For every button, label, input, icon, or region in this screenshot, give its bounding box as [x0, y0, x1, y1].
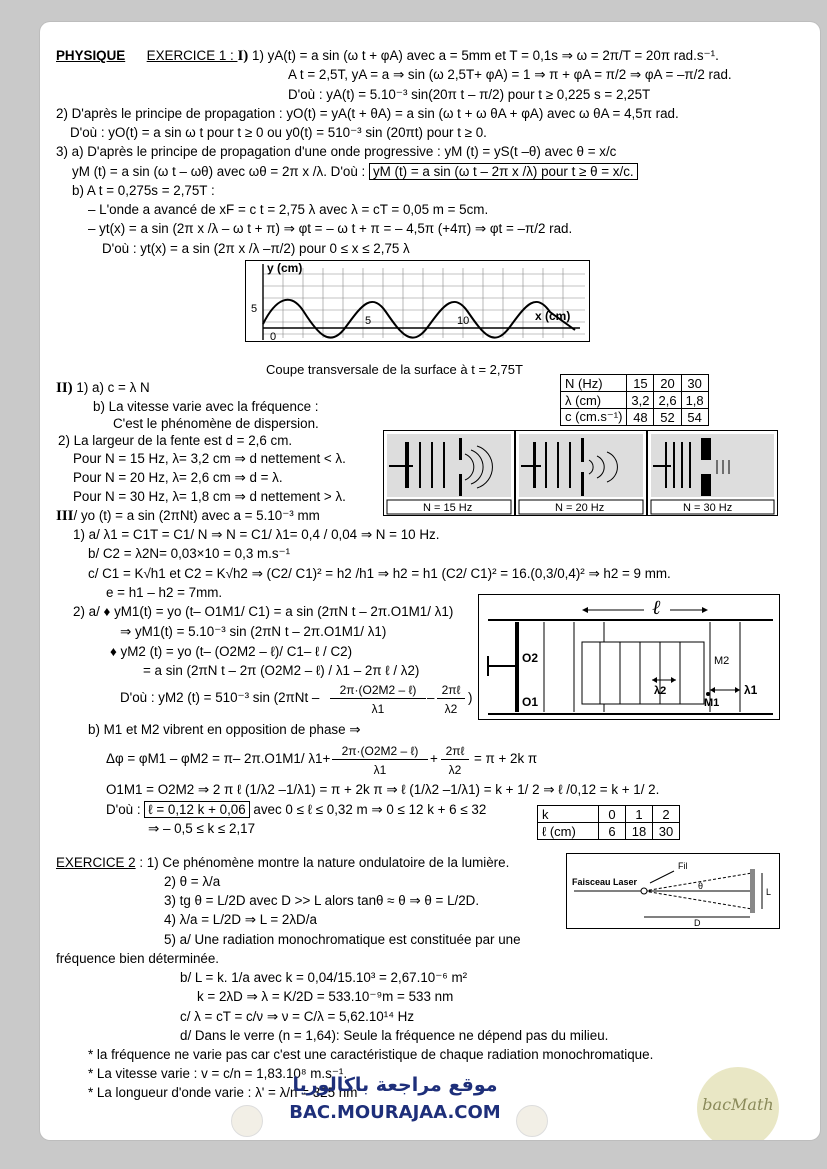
frac4-bar [441, 759, 469, 760]
line-11: D'où : yt(x) = a sin (2π x /λ –π/2) pour 0 ≤ x ≤ 2,75 λ [102, 241, 410, 256]
line-iii-2b: b) M1 et M2 vibrent en opposition de phase ⇒ [88, 722, 361, 737]
line-iii-k: ⇒ – 0,5 ≤ k ≤ 2,17 [148, 821, 256, 836]
line-iii-1b: b/ C2 = λ2N= 0,03×10 = 0,3 m.s⁻¹ [88, 546, 291, 561]
ex2-line-5b: b/ L = k. 1/a avec k = 0,04/15.10³ = 2,67.10⁻⁶ m² [180, 970, 468, 985]
frac-plus: + [430, 751, 438, 766]
table-cell: N (Hz) [561, 375, 627, 392]
table-cell: c (cm.s⁻¹) [561, 409, 627, 426]
frac1-den: λ1 [371, 702, 385, 716]
table-cell: 30 [653, 823, 680, 840]
boxed-result-ym: yM (t) = a sin (ω t – 2π x /λ) pour t ≥ θ = x/c. [369, 163, 638, 180]
ex2-line-5b-2: k = 2λD ⇒ λ = K/2D = 533.10⁻⁹m = 533 nm [197, 989, 454, 1004]
boxed-result-l: ℓ = 0,12 k + 0,06 [144, 801, 249, 818]
line-7-text: yM (t) = a sin (ω t – ωθ) avec ωθ = 2π x /λ. D'où : [72, 164, 369, 179]
part-ii-line [56, 380, 150, 396]
table-cell: 2 [653, 806, 680, 823]
line-iii-yo: / yo (t) = a sin (2πNt) avec a = 5.10⁻³ mm [73, 508, 320, 523]
tank-label-o2: O2 [522, 651, 539, 665]
laser-label-d: D [694, 918, 701, 928]
line-5: D'où : yO(t) = a sin ω t pour t ≥ 0 ou y0(t) = 510⁻³ sin (20πt) pour t ≥ 0. [70, 125, 487, 140]
table-cell: 20 [654, 375, 681, 392]
table-cell: 48 [627, 409, 654, 426]
x-tick-5: 5 [365, 315, 372, 327]
line-8: b) A t = 0,275s = 2,75T : [72, 183, 215, 198]
ex2-line-5a: 5) a/ Une radiation monochromatique est constituée par une [164, 932, 521, 947]
y-tick-5: 5 [251, 303, 258, 315]
ripple-label-15: N = 15 Hz [423, 502, 473, 514]
exercise-2-line [56, 855, 509, 871]
site-badge-left-icon [231, 1105, 263, 1137]
ex2-bullet-3: * La longueur d'onde varie : λ' = λ/n = 325 nm [88, 1085, 358, 1100]
frac4-num: 2πℓ [445, 744, 465, 758]
frac1-num: 2π·(O2M2 – ℓ) [339, 683, 417, 697]
line-iii-ym2-b: = a sin (2πN t – 2π (O2M2 – ℓ) / λ1 – 2π ℓ / λ2) [143, 663, 420, 678]
diffraction-images [383, 430, 778, 516]
table-cell: 6 [599, 823, 626, 840]
tank-label-m2: M2 [714, 655, 730, 667]
ex2-line-1: : 1) Ce phénomène montre la nature ondulatoire de la lumière. [135, 855, 510, 870]
table-cell: 2,6 [654, 392, 681, 409]
exercise-1-label: EXERCICE 1 : [146, 48, 238, 63]
ex2-line-5d: d/ Dans le verre (n = 1,64): Seule la fréquence ne dépend pas du milieu. [180, 1028, 609, 1043]
part-i-label: I) [237, 48, 249, 64]
table-cell: λ (cm) [561, 392, 627, 409]
ex2-line-5a-cont: fréquence bien déterminée. [56, 951, 220, 966]
table-row [538, 823, 680, 840]
part-iii-label: III [56, 508, 74, 524]
line-iii-o1m1: O1M1 = O2M2 ⇒ 2 π ℓ (1/λ2 –1/λ1) = π + 2k π ⇒ ℓ (1/λ2 –1/λ1) = k + 1/ 2 ⇒ ℓ /0,12 = k + 1/ 2. [106, 782, 660, 797]
table-cell: k [538, 806, 599, 823]
table-cell: 54 [681, 409, 708, 426]
ripple-label-30: N = 30 Hz [683, 502, 733, 514]
ripple-30hz [648, 431, 778, 516]
watermark-url: BAC.MOURAJAA.COM [289, 1102, 501, 1123]
part-iii-line [56, 508, 320, 524]
line-ii-2: 2) La largeur de la fente est d = 2,6 cm. [58, 433, 293, 448]
x-axis-label: x (cm) [535, 309, 571, 323]
line-ii-15hz: Pour N = 15 Hz, λ= 3,2 cm ⇒ d nettement < λ. [73, 451, 346, 466]
table-cell: 30 [681, 375, 708, 392]
part-ii-label: II) [56, 380, 73, 396]
line-ii-20hz: Pour N = 20 Hz, λ= 2,6 cm ⇒ d = λ. [73, 470, 283, 485]
bacmath-logo-text: bacMath [702, 1095, 774, 1114]
laser-diagram [566, 853, 780, 929]
table-cell: 3,2 [627, 392, 654, 409]
paren-close: ) [468, 690, 473, 705]
watermark-arabic: موقع مراجعة باكالوريا [292, 1074, 498, 1096]
line-iii-dphi: Δφ = φM1 – φM2 = π– 2π.O1M1/ λ1+ [106, 751, 331, 766]
line-ii-1b: b) La vitesse varie avec la fréquence : [93, 399, 319, 414]
table-cell: 15 [627, 375, 654, 392]
document-page [40, 22, 820, 1140]
ex2-line-5c: c/ λ = cT = c/ν ⇒ ν = C/λ = 5,62.10¹⁴ Hz [180, 1009, 415, 1024]
frac1-bar [330, 698, 426, 699]
dou-label: D'où : [106, 802, 145, 817]
wave-graph [245, 260, 590, 342]
ex2-bullet-2: * La vitesse varie : v = c/n = 1,83.10⁸ m.s⁻¹. [88, 1066, 348, 1081]
frequency-table [560, 374, 709, 426]
dou-rest: avec 0 ≤ ℓ ≤ 0,32 m ⇒ 0 ≤ 12 k + 6 ≤ 32 [249, 802, 487, 817]
ripple-label-20: N = 20 Hz [555, 502, 605, 514]
line-iii-ym2: ♦ yM2 (t) = yo (t– (O2M2 – ℓ)/ C1– ℓ / C2) [110, 644, 353, 659]
table-cell: 18 [626, 823, 653, 840]
laser-label-l: L [766, 887, 772, 897]
table-row [561, 375, 709, 392]
line-2: A t = 2,5T, yA = a ⇒ sin (ω 2,5T+ φA) = 1 ⇒ π + φA = π/2 ⇒ φA = –π/2 rad. [288, 67, 732, 82]
line-iii-1c: c/ C1 = K√h1 et C2 = K√h2 ⇒ (C2/ C1)² = h2 /h1 ⇒ h2 = h1 (C2/ C1)² = 16.(0,3/0,4)² ⇒ h2 = 9 mm. [88, 566, 671, 581]
table-row [561, 409, 709, 426]
table-cell: ℓ (cm) [538, 823, 599, 840]
table-cell: 52 [654, 409, 681, 426]
tank-label-lambda2: λ2 [654, 685, 667, 697]
ripple-15hz [384, 431, 515, 516]
frac2-num: 2πℓ [441, 683, 461, 697]
frac2-den: λ2 [444, 702, 458, 716]
table-cell: 0 [599, 806, 626, 823]
line-6: 3) a) D'après le principe de propagation d'une onde progressive : yM (t) = yS(t –θ) avec θ = x/c [56, 144, 617, 159]
k-table [537, 805, 680, 840]
x-tick-10: 10 [457, 315, 470, 327]
line-4: 2) D'après le principe de propagation : yO(t) = yA(t + θA) = a sin (ω t + ω θA + φA) avec ω θA = 4,5π rad. [56, 106, 679, 121]
tank-label-o1: O1 [522, 695, 539, 709]
frac-minus: – [427, 690, 435, 705]
wave-caption: Coupe transversale de la surface à t = 2,75T [266, 362, 523, 377]
frac3-bar [332, 759, 428, 760]
line-3: D'où : yA(t) = 5.10⁻³ sin(20π t – π/2) pour t ≥ 0,225 s = 2,25T [288, 87, 651, 102]
table-cell: 1,8 [681, 392, 708, 409]
site-badge-right-icon [516, 1105, 548, 1137]
bacmath-logo [697, 1067, 779, 1140]
exercise-1-heading [56, 48, 719, 64]
line-ii-30hz: Pour N = 30 Hz, λ= 1,8 cm ⇒ d nettement > λ. [73, 489, 346, 504]
exercise-2-label: EXERCICE 2 [56, 855, 136, 870]
tank-label-lambda1: λ1 [744, 683, 758, 697]
tank-label-m1: M1 [704, 697, 720, 709]
frac3-den: λ1 [373, 763, 387, 777]
table-cell: 1 [626, 806, 653, 823]
subject-title: PHYSIQUE [56, 48, 126, 63]
line-10: – yt(x) = a sin (2π x /λ – ω t + π) ⇒ φt = – ω t + π = – 4,5π (+4π) ⇒ φt = –π/2 rad. [88, 221, 573, 236]
line-7 [72, 164, 638, 180]
line-iii-1a: 1) a/ λ1 = C1T = C1/ N ⇒ N = C1/ λ1= 0,4 / 0,04 ⇒ N = 10 Hz. [73, 527, 440, 542]
tank-label-l: ℓ [652, 597, 661, 619]
line-1: 1) yA(t) = a sin (ω t + φA) avec a = 5mm et T = 0,1s ⇒ ω = 2π/T = 20π rad.s⁻¹. [248, 48, 719, 63]
origin-label: 0 [270, 331, 277, 342]
ex2-bullet-1: * la fréquence ne varie pas car c'est une caractéristique de chaque radiation monochromatique. [88, 1047, 654, 1062]
line-iii-2a: 2) a/ ♦ yM1(t) = yo (t– O1M1/ C1) = a sin (2πN t – 2π.O1M1/ λ1) [73, 604, 454, 619]
frac3-num: 2π·(O2M2 – ℓ) [341, 744, 419, 758]
line-iii-ym2-final: D'où : yM2 (t) = 510⁻³ sin (2πNt – [120, 690, 320, 705]
frac4-den: λ2 [448, 763, 462, 777]
ripple-20hz [516, 431, 647, 516]
frac2-bar [437, 698, 465, 699]
line-iii-e: e = h1 – h2 = 7mm. [106, 585, 223, 600]
y-axis-label: y (cm) [267, 261, 303, 275]
ripple-tank-diagram [478, 594, 780, 720]
line-9: – L'onde a avancé de xF = c t = 2,75 λ avec λ = cT = 0,05 m = 5cm. [88, 202, 489, 217]
ex2-line-2: 2) θ = λ/a [164, 874, 221, 889]
laser-label-beam: Faisceau Laser [572, 877, 638, 887]
ex2-line-4: 4) λ/a = L/2D ⇒ L = 2λD/a [164, 912, 317, 927]
line-iii-dou [106, 802, 486, 818]
line-iii-dphi-end: = π + 2k π [474, 751, 538, 766]
table-row [538, 806, 680, 823]
table-row [561, 392, 709, 409]
ex2-line-3: 3) tg θ = L/2D avec D >> L alors tanθ ≈ θ ⇒ θ = L/2D. [164, 893, 480, 908]
line-iii-ym1: ⇒ yM1(t) = 5.10⁻³ sin (2πN t – 2π.O1M1/ λ1) [120, 624, 387, 639]
line-ii-dispersion: C'est le phénomène de dispersion. [113, 416, 319, 431]
laser-label-fil: Fil [678, 861, 688, 871]
laser-label-theta: θ [698, 881, 704, 891]
line-ii-1a: 1) a) c = λ N [72, 380, 150, 395]
